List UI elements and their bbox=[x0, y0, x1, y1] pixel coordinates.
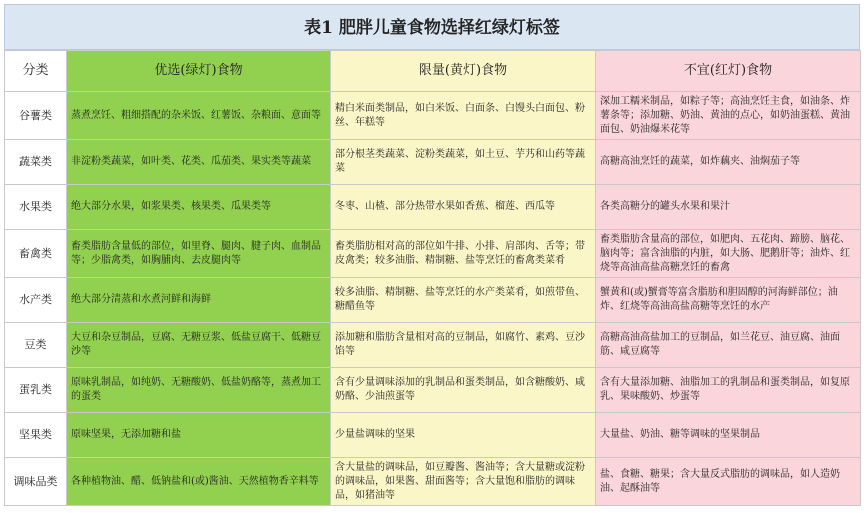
food-traffic-light-table bbox=[4, 50, 861, 506]
header-row bbox=[5, 51, 861, 92]
green-cell: 大豆和杂豆制品，豆腐、无糖豆浆、低盐豆腐干、低糖豆沙等 bbox=[67, 323, 331, 368]
category-cell: 豆类 bbox=[5, 323, 67, 368]
yellow-cell: 添加糖和脂肪含量相对高的豆制品，如腐竹、素鸡、豆沙馅等 bbox=[331, 323, 596, 368]
red-cell: 大量盐、奶油、糖等调味的坚果制品 bbox=[596, 413, 861, 458]
red-cell: 蟹黄和(或)蟹膏等富含脂肪和胆固醇的河海鲜部位；油炸、红烧等高油高盐高糖等烹饪的水产 bbox=[596, 278, 861, 323]
category-cell: 畜禽类 bbox=[5, 230, 67, 278]
red-cell: 畜类脂肪含量高的部位，如肥肉、五花肉、蹄膀、脑花、脑肉等；富含油脂的内脏，如大肠、肥鹅肝等；油炸、红烧等高油高盐高糖烹饪的畜禽 bbox=[596, 230, 861, 278]
green-cell: 畜类脂肪含量低的部位，如里脊、腿肉、腱子肉、血制品等；少脂禽类，如胸脯肉、去皮腿肉等 bbox=[67, 230, 331, 278]
category-cell: 谷薯类 bbox=[5, 92, 67, 140]
yellow-cell: 冬枣、山楂、部分热带水果如香蕉、榴莲、西瓜等 bbox=[331, 185, 596, 230]
yellow-cell: 部分根茎类蔬菜、淀粉类蔬菜，如土豆、芋艿和山药等蔬菜 bbox=[331, 140, 596, 185]
category-cell: 蔬菜类 bbox=[5, 140, 67, 185]
red-cell: 深加工糯米制品，如粽子等；高油烹饪主食，如油条、炸薯条等；添加糖、奶油、黄油的点心，如奶油蛋糕、黄油面包、奶油爆米花等 bbox=[596, 92, 861, 140]
header-green: 优选(绿灯)食物 bbox=[67, 51, 331, 92]
green-cell: 蒸煮烹饪、粗细搭配的杂米饭、红薯饭、杂粮面、意面等 bbox=[67, 92, 331, 140]
yellow-cell: 含大量盐的调味品，如豆瓣酱、酱油等；含大量糖或淀粉的调味品，如果酱、甜面酱等；含大量饱和脂肪的调味品，如猪油等 bbox=[331, 458, 596, 506]
red-cell: 盐、食糖、糖果；含大量反式脂肪的调味品，如人造奶油、起酥油等 bbox=[596, 458, 861, 506]
red-cell: 含有大量添加糖、油脂加工的乳制品和蛋类制品，如复原乳、果味酸奶、炒蛋等 bbox=[596, 368, 861, 413]
table-row bbox=[5, 458, 861, 506]
red-cell: 各类高糖分的罐头水果和果汁 bbox=[596, 185, 861, 230]
category-cell: 调味品类 bbox=[5, 458, 67, 506]
table-row bbox=[5, 185, 861, 230]
table-row bbox=[5, 278, 861, 323]
category-cell: 水产类 bbox=[5, 278, 67, 323]
header-yellow: 限量(黄灯)食物 bbox=[331, 51, 596, 92]
table-row bbox=[5, 140, 861, 185]
table-row bbox=[5, 368, 861, 413]
category-cell: 水果类 bbox=[5, 185, 67, 230]
yellow-cell: 较多油脂、精制糖、盐等烹饪的水产类菜肴，如煎带鱼、糖醋鱼等 bbox=[331, 278, 596, 323]
red-cell: 高糖高油烹饪的蔬菜，如炸藕夹、油焖茄子等 bbox=[596, 140, 861, 185]
category-cell: 蛋乳类 bbox=[5, 368, 67, 413]
green-cell: 各种植物油、醋、低钠盐和(或)酱油、天然植物香辛料等 bbox=[67, 458, 331, 506]
yellow-cell: 含有少量调味添加的乳制品和蛋类制品，如含糖酸奶、咸奶酪、少油煎蛋等 bbox=[331, 368, 596, 413]
table-row bbox=[5, 323, 861, 368]
table-row bbox=[5, 413, 861, 458]
header-red: 不宜(红灯)食物 bbox=[596, 51, 861, 92]
category-cell: 坚果类 bbox=[5, 413, 67, 458]
header-category: 分类 bbox=[5, 51, 67, 92]
green-cell: 绝大部分清蒸和水煮河鲜和海鲜 bbox=[67, 278, 331, 323]
yellow-cell: 少量盐调味的坚果 bbox=[331, 413, 596, 458]
green-cell: 非淀粉类蔬菜，如叶类、花类、瓜茄类、果实类等蔬菜 bbox=[67, 140, 331, 185]
red-cell: 高糖高油高盐加工的豆制品，如兰花豆、油豆腐、油面筋、咸豆腐等 bbox=[596, 323, 861, 368]
green-cell: 原味乳制品，如纯奶、无糖酸奶、低盐奶酪等，蒸煮加工的蛋类 bbox=[67, 368, 331, 413]
green-cell: 绝大部分水果，如浆果类、核果类、瓜果类等 bbox=[67, 185, 331, 230]
yellow-cell: 畜类脂肪相对高的部位如牛排、小排、肩部肉、舌等；带皮禽类；较多油脂、精制糖、盐等烹饪的畜禽类菜肴 bbox=[331, 230, 596, 278]
green-cell: 原味坚果，无添加糖和盐 bbox=[67, 413, 331, 458]
yellow-cell: 精白米面类制品，如白米饭、白面条、白馒头白面包、粉丝、年糕等 bbox=[331, 92, 596, 140]
table-row bbox=[5, 230, 861, 278]
table-row bbox=[5, 92, 861, 140]
table-title: 表1 肥胖儿童食物选择红绿灯标签 bbox=[4, 4, 860, 50]
table-container bbox=[4, 4, 860, 509]
